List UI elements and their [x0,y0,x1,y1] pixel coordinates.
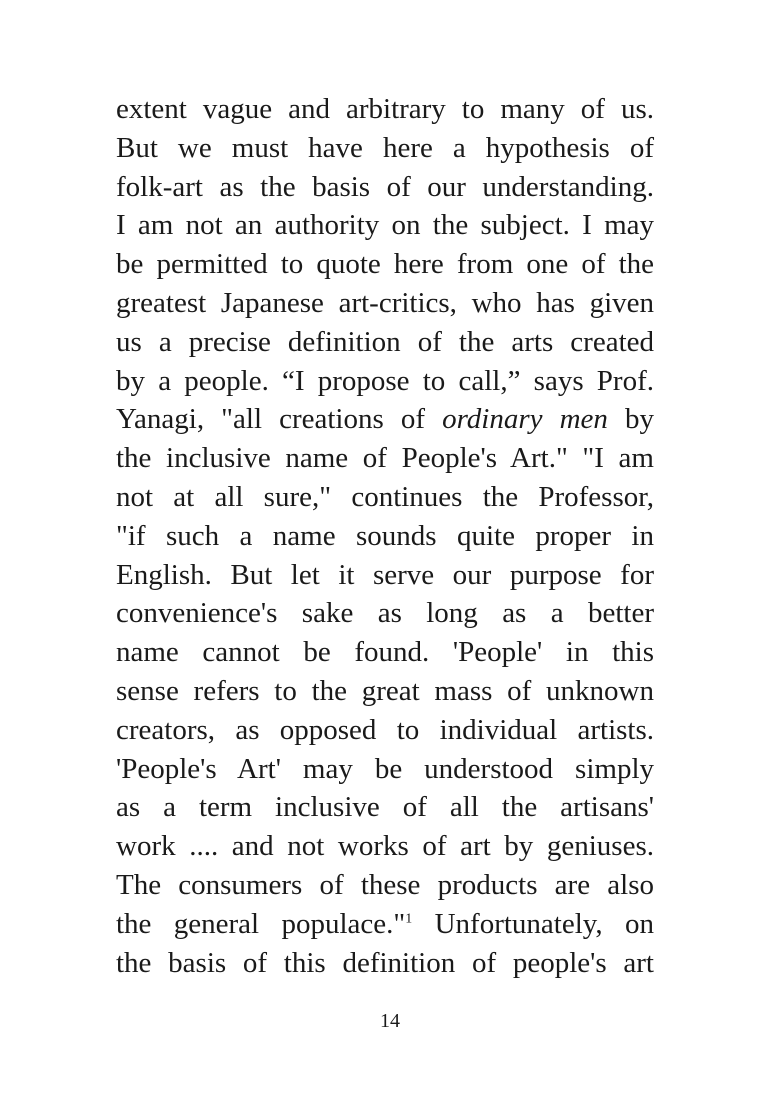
text-line [116,905,654,944]
text-line: creators, as opposed to individual artists. [116,713,654,746]
footnote-reference: 1 [405,911,413,927]
text-segment: Yanagi, "all creations of [116,403,443,436]
text-line: work .... and not works of art by geniuses. [116,830,654,863]
text-line: sense refers to the great mass of unknown [116,674,654,707]
body-text [116,90,654,982]
text-line: be permitted to quote here from one of the [116,248,654,281]
text-segment: the general populace." [116,907,406,940]
page-number: 14 [380,1010,400,1032]
text-line: name cannot be found. 'People' in this [116,636,654,669]
text-line: by a people. “I propose to call,” says Prof. [116,364,654,397]
text-line: The consumers of these products are also [116,868,654,901]
text-line: not at all sure," continues the Professor, [116,480,654,513]
text-line: "if such a name sounds quite proper in [116,519,654,552]
text-line: convenience's sake as long as a better [116,597,654,630]
text-line: folk-art as the basis of our understanding. [116,170,654,203]
text-line: as a term inclusive of all the artisans' [116,791,654,824]
text-line: the basis of this definition of people's art [116,946,654,979]
text-line: the inclusive name of People's Art." "I am [116,442,654,475]
text-line: I am not an authority on the subject. I may [116,209,654,242]
italic-phrase: ordinary men [442,403,608,436]
text-line: 'People's Art' may be understood simply [116,752,654,785]
text-line: But we must have here a hypothesis of [116,131,654,164]
text-line: greatest Japanese art-critics, who has given [116,286,654,319]
text-segment: Unfortunately, on [412,907,654,940]
text-segment: by [607,403,654,436]
text-line: us a precise definition of the arts created [116,325,654,358]
text-line: extent vague and arbitrary to many of us. [116,93,654,125]
text-line [116,400,654,439]
text-line: English. But let it serve our purpose for [116,558,654,591]
